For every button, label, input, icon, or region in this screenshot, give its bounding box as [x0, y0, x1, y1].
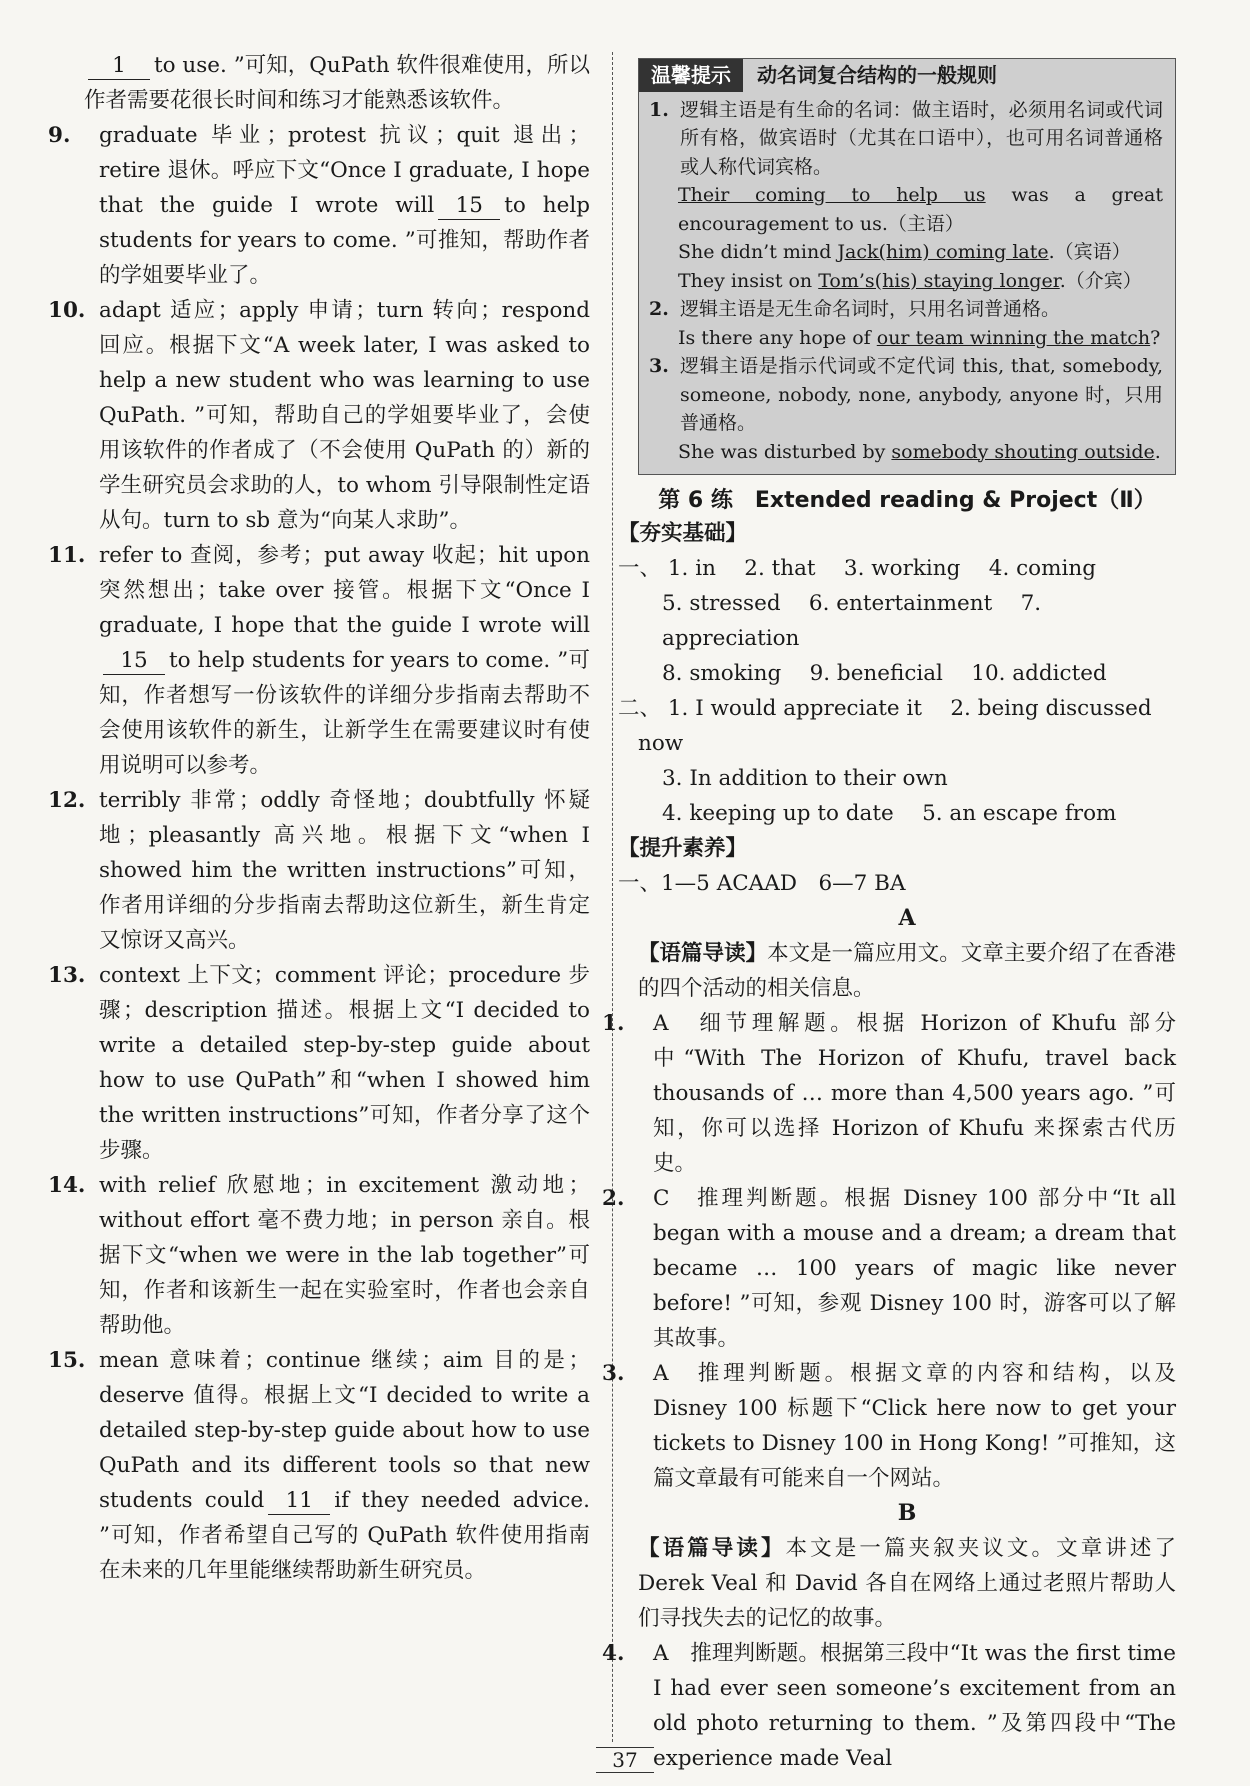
tip-example: Their coming to help us was a great encouragement to us.（主语）: [678, 184, 1163, 235]
list-item: 9. graduate 毕业；protest 抗议；quit 退出；retire 退休。呼应下文“Once I graduate, I hope that the guide I wrote will 15 to help students for years to come. ”可推知，帮助作者的学姐要毕业了。: [84, 118, 590, 293]
answer-blank: 11: [268, 1488, 330, 1515]
item-number: 14.: [48, 1173, 86, 1198]
left-column: [48, 48, 591, 1588]
tip-box: [638, 58, 1176, 475]
tip-example: They insist on Tom’s(his) staying longer.（介宾）: [678, 269, 1142, 292]
list-item: 3. A 推理判断题。根据文章的内容和结构，以及 Disney 100 标题下“Click here now to get your tickets to Disney 100 in Hong Kong! ”可推知，这篇文章最有可能来自一个网站。: [638, 1356, 1176, 1496]
rule-number: 3.: [649, 355, 669, 377]
rule-number: 1.: [649, 98, 669, 121]
item-number: 3.: [602, 1361, 625, 1386]
answer-blank: 1: [88, 53, 150, 80]
tip-rule: 1. 逻辑主语是有生命的名词：做主语时，必须用名词或代词所有格，做宾语时（尤其在口语中），也可用名词普通格或人称代词宾格。: [651, 96, 1163, 182]
basics-heading: 【夯实基础】: [618, 521, 748, 546]
answer-row: 一、1—5 ACAAD 6—7 BA: [618, 871, 906, 896]
answer-row: 二、 1. I would appreciate it 2. being discussed now: [618, 696, 1152, 756]
tip-tag: 温馨提示: [639, 59, 743, 92]
passage-guide: 【语篇导读】本文是一篇应用文。文章主要介绍了在香港的四个活动的相关信息。: [638, 941, 1176, 1001]
passage-label: B: [897, 1500, 917, 1526]
list-item: 1. A 细节理解题。根据 Horizon of Khufu 部分中“With The Horizon of Khufu, travel back thousands of … more than 4,500 years ago. ”可知，你可以选择 Horizon of Khufu 来探索古代历史。: [638, 1006, 1176, 1181]
list-item: 12. terribly 非常；oddly 奇怪地；doubtfully 怀疑地；pleasantly 高兴地。根据下文“when I showed him the written instructions”可知，作者用详细的分步指南去帮助这位新生，新生肯定又惊讶又高兴。: [84, 783, 590, 958]
list-item: 10. adapt 适应；apply 申请；turn 转向；respond 回应。根据下文“A week later, I was asked to help a new student who was learning to use QuPath. ”可知，帮助自己的学姐要毕业了，会使用该软件的作者成了（不会使用 QuPath 的）新的学生研究员会求助的人，to whom 引导限制性定语从句。turn to sb 意为“向某人求助”。: [84, 293, 590, 538]
passage-guide: 【语篇导读】本文是一篇夹叙夹议文。文章讲述了 Derek Veal 和 David 各自在网络上通过老照片帮助人们寻找失去的记忆的故事。: [638, 1536, 1176, 1631]
item-number: 11.: [48, 543, 86, 568]
item-number: 10.: [48, 298, 86, 323]
item-number: 13.: [48, 963, 86, 988]
list-item: 13. context 上下文；comment 评论；procedure 步骤；description 描述。根据上文“I decided to write a detailed step-by-step guide about how to use QuPath”和“when I showed him the written instructions”可知，作者分享了这个步骤。: [84, 958, 590, 1168]
item-number: 9.: [48, 123, 71, 148]
passage-label: A: [898, 905, 916, 931]
rule-number: 2.: [649, 298, 669, 320]
answer-row: 8. smoking 9. beneficial 10. addicted: [662, 661, 1107, 686]
answer-row: 5. stressed 6. entertainment 7. appreciation: [662, 591, 1042, 651]
page-number: 37: [0, 1748, 1250, 1772]
tip-rule: 2. 逻辑主语是无生命名词时，只用名词普通格。: [651, 295, 1163, 324]
lead-paragraph: 1 to use. ”可知，QuPath 软件很难使用，所以作者需要花很长时间和练习才能熟悉该软件。: [84, 53, 590, 113]
tip-example: Is there any hope of our team winning the match?: [678, 326, 1161, 349]
list-item: 2. C 推理判断题。根据 Disney 100 部分中“It all began with a mouse and a dream; a dream that became … 100 years of magic like never before! ”可知，参观 Disney 100 时，游客可以了解其故事。: [638, 1181, 1176, 1356]
improve-heading: 【提升素养】: [618, 836, 748, 861]
item-number: 15.: [48, 1348, 86, 1373]
item-number: 12.: [48, 788, 86, 813]
list-item: 11. refer to 查阅，参考；put away 收起；hit upon 突然想出；take over 接管。根据下文“Once I graduate, I hope that the guide I wrote will15 to help students for years to come. ”可知，作者想写一份该软件的详细分步指南去帮助不会使用该软件的新生，让新学生在需要建议时有使用说明可以参考。: [84, 538, 590, 783]
answer-row: 一、 1. in 2. that 3. working 4. coming: [618, 556, 1096, 581]
column-divider: [612, 52, 613, 1742]
item-number: 4.: [602, 1641, 625, 1666]
tip-header: [639, 59, 1175, 92]
list-item: 4. A 推理判断题。根据第三段中“It was the first time I had ever seen someone’s excitement from an old photo returning to them. ”及第四段中“The experience made Veal: [638, 1636, 1176, 1776]
tip-rule: 3. 逻辑主语是指示代词或不定代词 this, that, somebody, someone, nobody, none, anybody, anyone 时，只用普通格。: [651, 352, 1163, 438]
list-item: 15. mean 意味着；continue 继续；aim 目的是；deserve 值得。根据上文“I decided to write a detailed step-by-step guide about how to use QuPath and its different tools so that new students could 11 if they needed advice. ”可知，作者希望自己写的 QuPath 软件使用指南在未来的几年里能继续帮助新生研究员。: [84, 1343, 590, 1588]
answer-blank: 15: [103, 648, 165, 675]
item-number: 1.: [602, 1011, 625, 1036]
answer-row: 3. In addition to their own: [662, 766, 948, 791]
item-number: 2.: [602, 1186, 625, 1211]
list-item: 14. with relief 欣慰地；in excitement 激动地；without effort 毫不费力地；in person 亲自。根据下文“when we were in the lab together”可知，作者和该新生一起在实验室时，作者也会亲自帮助他。: [84, 1168, 590, 1343]
answer-row: 4. keeping up to date 5. an escape from: [662, 801, 1117, 826]
answer-blank: 15: [438, 193, 500, 220]
tip-example: She didn’t mind Jack(him) coming late.（宾语）: [678, 241, 1131, 263]
section-title: 第 6 练 Extended reading & Project（Ⅱ）: [658, 488, 1156, 513]
tip-title: 动名词复合结构的一般规则: [757, 63, 997, 87]
tip-example: She was disturbed by somebody shouting outside.: [678, 440, 1161, 463]
